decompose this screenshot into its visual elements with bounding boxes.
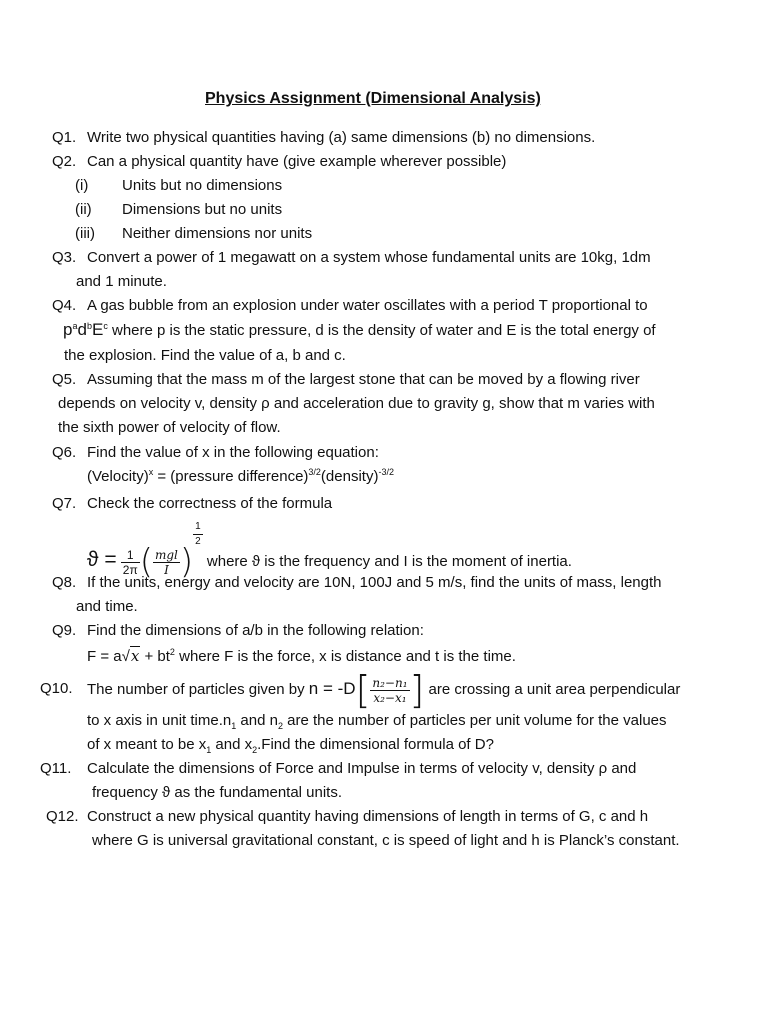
list-item-label: (ii) (75, 201, 92, 218)
question-text: Calculate the dimensions of Force and Impulse in terms of velocity v, density ρ and (87, 760, 637, 777)
list-item-label: (iii) (75, 225, 95, 242)
list-item: Dimensions but no units (122, 201, 283, 218)
question-number: Q9. (52, 622, 77, 639)
question-text: The number of particles given by n = -D[ $\frac{\text{n₂−n₁}}{\text{x₂−x₁}}$ ] are crossing a unit area perpendicular (87, 668, 681, 713)
question-text: and time. (76, 598, 138, 615)
question-text: to x axis in unit $time.n_1$ and $n_2$ are the number of particles per unit volume for the values (87, 712, 667, 731)
equation: ϑ = $\frac{1}{2\pi}$ ( $\frac{\text{mgl}}{I}$ ) $\frac{1}{2}$ where ϑ is the frequency and I is the moment of inertia. (87, 521, 572, 583)
question-text: If the units, energy and velocity are 10N, 100J and 5 m/s, find the units of mass, length (87, 574, 662, 591)
list-item: Neither dimensions nor units (122, 225, 313, 242)
question-number: Q1. (52, 129, 77, 146)
question-number: Q12. (46, 808, 79, 825)
question-number: Q3. (52, 249, 77, 266)
question-text: Find the value of x in the following equation: (87, 444, 379, 461)
question-text: Write two physical quantities having (a) same dimensions (b) no dimensions. (87, 129, 596, 146)
question-text: the explosion. Find the value of a, b and c. (64, 347, 346, 364)
question-text: Check the correctness of the formula (87, 495, 333, 512)
question-number: Q10. (40, 680, 73, 697)
equation: $F = a√x + bt^2$ where F is the force, x is distance and t is the time. (87, 647, 516, 665)
question-text: Assuming that the mass m of the largest stone that can be moved by a flowing river (87, 371, 640, 388)
question-text: of x meant to be $x_1$ and $x_2.Find$ the dimensional formula of D? (87, 736, 494, 755)
question-number: Q11. (40, 760, 72, 777)
question-number: Q2. (52, 153, 77, 170)
question-number: Q4. (52, 297, 77, 314)
question-text: Can a physical quantity have (give example wherever possible) (87, 153, 507, 170)
question-text: $p^ad^bE^c$ where p is the static pressure, d is the density of water and E is the total energy of (63, 320, 656, 339)
question-text: where G is universal gravitational constant, c is speed of light and h is Planck’s constant. (92, 832, 680, 849)
question-text: depends on velocity v, density ρ and acceleration due to gravity g, show that m varies with (58, 395, 655, 412)
question-text: Convert a power of 1 megawatt on a system whose fundamental units are 10kg, 1dm (87, 249, 651, 266)
list-item: Units but no dimensions (122, 177, 283, 194)
question-text: Construct a new physical quantity having dimensions of length in terms of G, c and h (87, 808, 649, 825)
question-number: Q8. (52, 574, 77, 591)
question-text: Find the dimensions of a/b in the following relation: (87, 622, 424, 639)
question-text: A gas bubble from an explosion under water oscillates with a period T proportional to (87, 297, 648, 314)
page-title: Physics Assignment (Dimensional Analysis) (205, 90, 541, 107)
question-number: Q5. (52, 371, 77, 388)
equation: (Velocity)$^x$ = (pressure difference)$^{3/2}$(density)$^{-3/2}$ (87, 467, 394, 485)
question-text: and 1 minute. (76, 273, 167, 290)
question-number: Q6. (52, 444, 77, 461)
question-text: the sixth power of velocity of flow. (58, 419, 281, 436)
list-item-label: (i) (75, 177, 89, 194)
question-number: Q7. (52, 495, 77, 512)
question-text: frequency ϑ as the fundamental units. (92, 784, 343, 801)
